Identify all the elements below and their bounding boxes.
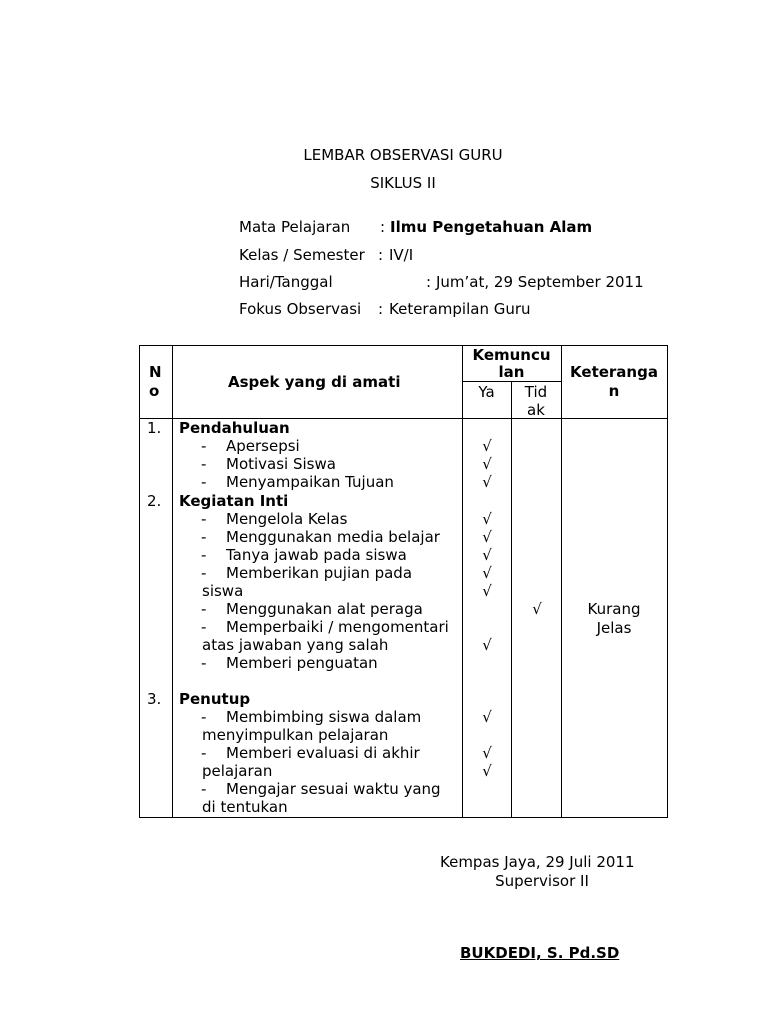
item-dash: - [201, 473, 207, 491]
item-text: Memperbaiki / mengomentari [226, 618, 449, 636]
info-label-hari-tanggal: Hari/Tanggal [239, 273, 333, 291]
item-dash: - [201, 744, 207, 762]
item-text: Memberikan pujian pada [226, 564, 413, 582]
item-text: Menggunakan media belajar [226, 528, 440, 546]
check-mark: √ [482, 437, 492, 455]
item-text: siswa [202, 582, 244, 600]
item-text: Mengajar sesuai waktu yang [226, 780, 441, 798]
check-mark: √ [482, 708, 492, 726]
item-dash: - [201, 618, 207, 636]
keterangan-note: Jelas [596, 619, 632, 637]
info-label-kelas-semester: Kelas / Semester [239, 246, 365, 264]
header-ya: Ya [478, 383, 495, 401]
info-label-fokus-observasi: Fokus Observasi [239, 300, 362, 318]
item-dash: - [201, 455, 207, 473]
section-title: Pendahuluan [179, 419, 290, 437]
table-divider [561, 346, 562, 817]
header-aspek: Aspek yang di amati [228, 373, 401, 391]
info-sep: : [378, 246, 384, 264]
info-sep: : [378, 300, 384, 318]
check-mark: √ [482, 762, 492, 780]
check-mark: √ [482, 473, 492, 491]
item-text: Memberi evaluasi di akhir [226, 744, 420, 762]
item-text: di tentukan [202, 798, 288, 816]
supervisor-title: Supervisor II [495, 872, 589, 890]
item-dash: - [201, 654, 207, 672]
header-kemunculan: lan [498, 363, 525, 381]
item-dash: - [201, 546, 207, 564]
info-value-kelas-semester: IV/I [389, 246, 414, 264]
table-divider [172, 346, 173, 817]
item-dash: - [201, 510, 207, 528]
check-mark: √ [482, 455, 492, 473]
item-text: Membimbing siswa dalam [226, 708, 422, 726]
header-no: o [149, 382, 160, 400]
check-mark: √ [482, 546, 492, 564]
info-sep: : [380, 218, 386, 236]
item-text: Tanya jawab pada siswa [226, 546, 407, 564]
item-dash: - [201, 564, 207, 582]
info-value-fokus-observasi: Keterampilan Guru [389, 300, 531, 318]
item-text: Menggunakan alat peraga [226, 600, 423, 618]
table-divider [511, 381, 512, 817]
table-divider [462, 381, 561, 382]
check-mark: √ [482, 636, 492, 654]
check-mark: √ [532, 600, 542, 618]
document-title: LEMBAR OBSERVASI GURU [303, 146, 503, 164]
info-sep: : [426, 273, 432, 291]
section-title: Penutup [179, 690, 251, 708]
section-number: 2. [147, 492, 162, 510]
header-kemunculan: Kemuncu [472, 346, 551, 364]
check-mark: √ [482, 528, 492, 546]
item-text: Menyampaikan Tujuan [226, 473, 394, 491]
section-title: Kegiatan Inti [179, 492, 289, 510]
item-text: Motivasi Siswa [226, 455, 336, 473]
header-no: N [149, 363, 162, 381]
header-keterangan: Keteranga [570, 363, 658, 381]
item-dash: - [201, 600, 207, 618]
observation-table [139, 345, 668, 818]
item-text: Apersepsi [226, 437, 300, 455]
header-tidak: ak [527, 401, 545, 419]
info-label-mata-pelajaran: Mata Pelajaran [239, 218, 351, 236]
item-text: Mengelola Kelas [226, 510, 348, 528]
supervisor-name: BUKDEDI, S. Pd.SD [460, 944, 620, 962]
info-value-mata-pelajaran: Ilmu Pengetahuan Alam [390, 218, 593, 236]
item-text: Memberi penguatan [226, 654, 378, 672]
document-subtitle: SIKLUS II [370, 174, 436, 192]
check-mark: √ [482, 510, 492, 528]
table-divider [462, 346, 463, 817]
section-number: 3. [147, 690, 162, 708]
item-text: pelajaran [202, 762, 273, 780]
section-number: 1. [147, 419, 162, 437]
item-dash: - [201, 528, 207, 546]
info-value-hari-tanggal: Jum’at, 29 September 2011 [436, 273, 644, 291]
place-date: Kempas Jaya, 29 Juli 2011 [440, 853, 635, 871]
item-dash: - [201, 780, 207, 798]
keterangan-note: Kurang [587, 600, 641, 618]
header-tidak: Tid [524, 383, 548, 401]
item-text: atas jawaban yang salah [202, 636, 389, 654]
check-mark: √ [482, 564, 492, 582]
item-dash: - [201, 708, 207, 726]
item-text: menyimpulkan pelajaran [202, 726, 389, 744]
check-mark: √ [482, 582, 492, 600]
header-keterangan: n [608, 382, 620, 400]
check-mark: √ [482, 744, 492, 762]
item-dash: - [201, 437, 207, 455]
